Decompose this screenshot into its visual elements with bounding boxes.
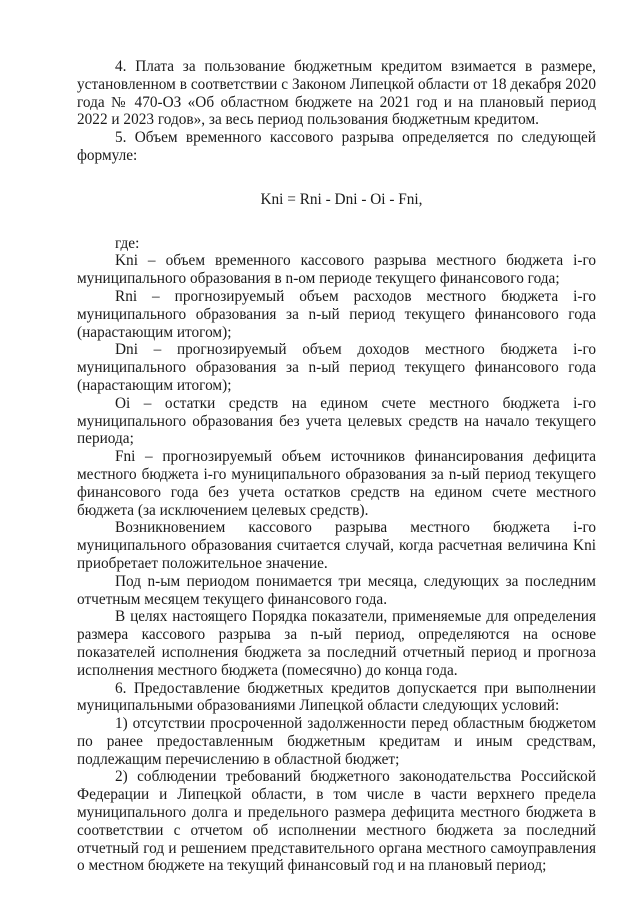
definition-oi: Oi – остатки средств на едином счете местного бюджета i-го муниципального образования без учета целевых средств на начало текущего периода; (77, 394, 596, 448)
paragraph-gap-occurrence: Возникновением кассового разрыва местного бюджета i-го муниципального образования считается случай, когда расчетная величина Kni приобретает положительное значение. (77, 519, 596, 572)
where-label: где: (115, 234, 140, 252)
paragraph-indicators: В целях настоящего Порядка показатели, применяемые для определения размера кассового разрыва за n-ый период, определяются на основе показателей исполнения бюджета за последний отчетный период и прогноза исполнения местного бюджета (помесячно) до конца года. (77, 608, 596, 679)
condition-2: 2) соблюдении требований бюджетного законодательства Российской Федерации и Липецкой области, в том числе в части верхнего предела муниципального долга и предельного размера дефицита местного бюджета в соответствии с отчетом об исполнении местного бюджета за последний отчетный год и решением представительного органа местного самоуправления о местном бюджете на текущий финансовый год и на плановый период; (77, 768, 596, 875)
definition-dni: Dni – прогнозируемый объем доходов местного бюджета i-го муниципального образования за n-ый период текущего финансового года (нарастающим итогом); (77, 341, 596, 394)
definition-rni: Rni – прогнозируемый объем расходов местного бюджета i-го муниципального образования за n-ый период текущего финансового года (нарастающим итогом); (77, 287, 596, 341)
formula: Kni = Rni - Dni - Oi - Fni, (260, 190, 423, 208)
paragraph-6-conditions: 6. Предоставление бюджетных кредитов допускается при выполнении муниципальными образованиями Липецкой области следующих условий: (77, 679, 596, 715)
condition-1: 1) отсутствии просроченной задолженности перед областным бюджетом по ранее предоставленным бюджетным кредитам и иным средствам, подлежащим перечислению в областной бюджет; (77, 715, 596, 768)
definition-kni: Kni – объем временного кассового разрыва местного бюджета i-го муниципального образования в n-ом периоде текущего финансового года; (77, 252, 596, 288)
paragraph-5-intro: 5. Объем временного кассового разрыва определяется по следующей формуле: (77, 129, 596, 164)
paragraph-4-fee: 4. Плата за пользование бюджетным кредитом взимается в размере, установленном в соответствии с Законом Липецкой области от 18 декабря 2020 года № 470-ОЗ «Об областном бюджете на 2021 год и на плановый период 2022 и 2023 годов», за весь период пользования бюджетным кредитом. (77, 58, 596, 129)
paragraph-n-period: Под n-ым периодом понимается три месяца, следующих за последним отчетным месяцем текущего финансового года. (77, 572, 596, 608)
definition-fni: Fni – прогнозируемый объем источников финансирования дефицита местного бюджета i-го муниципального образования за n-ый период текущего финансового года без учета остатков средств на едином счете местного бюджета (за исключением целевых средств). (77, 448, 596, 519)
